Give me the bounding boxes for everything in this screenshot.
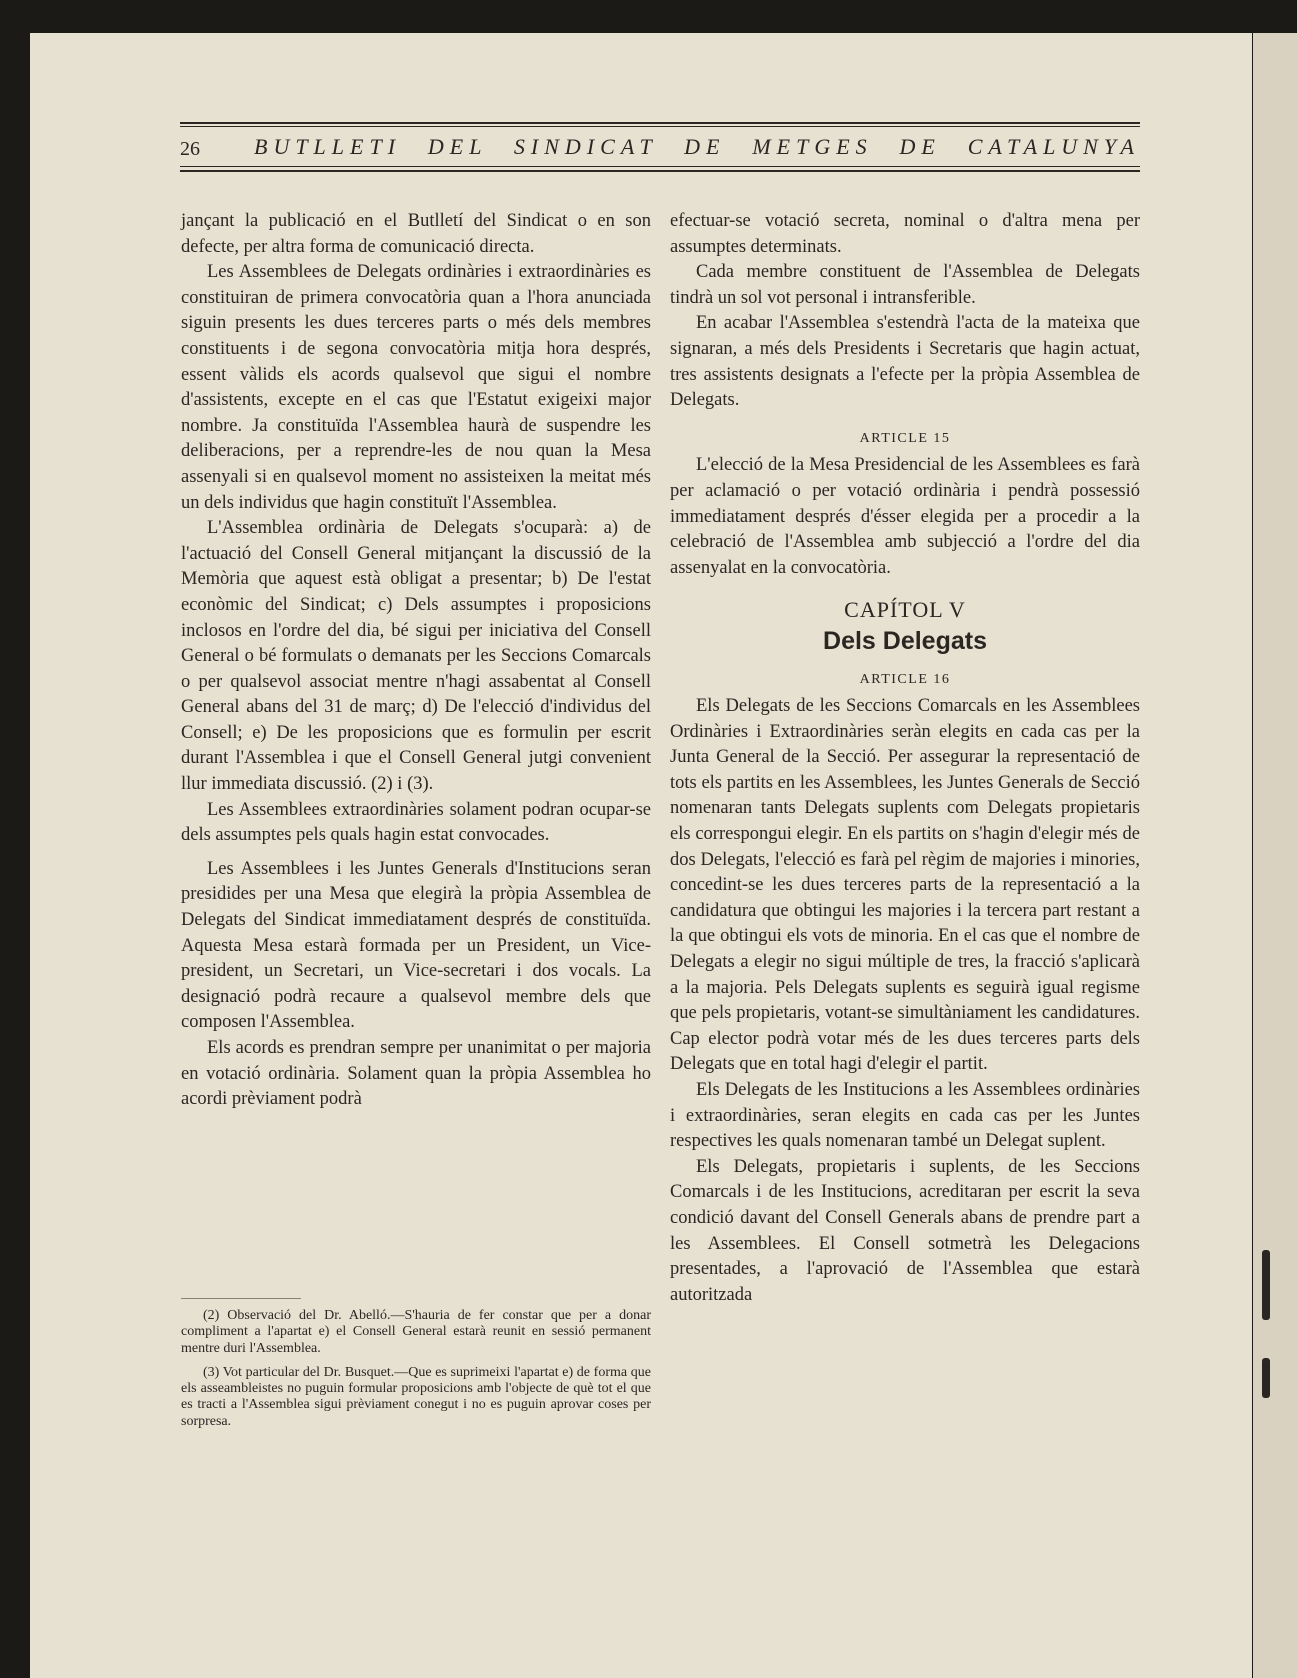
page-number: 26 (180, 138, 200, 160)
header-rule (180, 166, 1140, 167)
running-title: BUTLLETI DEL SINDICAT DE METGES DE CATALUNYA (254, 134, 1140, 159)
right-column (670, 209, 1140, 1308)
footnote: (2) Observació del Dr. Abelló.—S'hauria de fer constar que per a donar compliment a l'apartat e) el Consell General estarà reunit en sessió permanent mentre duri l'Assemblea. (181, 1308, 651, 1356)
paragraph: Les Assemblees i les Juntes Generals d'Institucions seran presidides per una Mesa que elegirà la pròpia Assemblea de Delegats del Sindicat immediatament després de constituïda. Aquesta Mesa estarà formada per un President, un Vice-president, un Secretari, un Vice-secretari i dos vocals. La designació podrà recaure a qualsevol membre dels que composen l'Assemblea. (181, 858, 651, 1033)
paragraph: En acabar l'Assemblea s'estendrà l'acta de la mateixa que signaran, a més dels Presidents i Secretaris que hagin actuat, tres assistents designats a l'efecte per la pròpia Assemblea de Delegats. (670, 313, 1140, 411)
paragraph: L'Assemblea ordinària de Delegats s'ocuparà: a) de l'actuació del Consell General mitjançant la discussió de la Memòria que aquest està obligat a presentar; b) De l'estat econòmic del Sindicat; c) Dels assumptes i proposicions inclosos en l'ordre del dia, bé sigui per iniciativa del Consell General o bé formulats o demanats per les Seccions Comarcals o per qualsevol associat mentre n'hagi assabentat al Consell General abans del 31 de març; d) De l'elecció d'individus del Consell; e) De les proposicions que es formulin per escrit durant l'Assemblea i que el Consell General jutgi convenient llur immediata discussió. (2) i (3). (181, 518, 651, 795)
header-rule (180, 122, 1140, 124)
adjacent-page-edge (1253, 33, 1297, 1678)
left-column (181, 209, 651, 1113)
paragraph: Els Delegats, propietaris i suplents, de les Seccions Comarcals i de les Institucions, acreditaran per escrit la seva condició davant del Consell Generals abans de prendre part a les Assemblees. El Consell sotmetrà les Delegacions presentades, a l'aprovació de l'Assemblea que estarà autoritzada (670, 1156, 1140, 1305)
paragraph: Els Delegats de les Seccions Comarcals en les Assemblees Ordinàries i Extraordinàries seràn elegits en cada cas per la Junta General de la Secció. Per assegurar la representació de tots els partits en les Assemblees, les Juntes Generals de Secció nomenaran tants Delegats suplents com Delegats propietaris els correspongui elegir. En els partits on s'hagin d'elegir més de dos Delegats, l'elecció es farà pel règim de majories i minories, concedint-se les dues terceres parts de la representació a la candidatura que obtingui les majories i la tercera part restant a la que obtingui els vots de minoria. En el cas que el nombre de Delegats a elegir no sigui múltiple de tres, la fracció s'aplicarà a la majoria. Pels Delegats suplents es seguirà igual regisme que pels propietaris, votant-se simultàniament les candidatures. Cap elector podrà votar més de les dues terceres parts dels Delegats que en total hagi d'elegir el partit. (670, 696, 1140, 1075)
paragraph: jançant la publicació en el Butlletí del Sindicat o en son defecte, per altra forma de comunicació directa. (181, 211, 651, 257)
paragraph: Els acords es prendran sempre per unanimitat o per majoria en votació ordinària. Solament quan la pròpia Assemblea ho acordi prèviament podrà (181, 1038, 651, 1110)
footnote-rule (181, 1298, 301, 1299)
binding-mark (1262, 1250, 1270, 1320)
footnote: (3) Vot particular del Dr. Busquet.—Que es suprimeixi l'apartat e) de forma que els asseambleistes no puguin formular proposicions amb l'objecte de què tot el que es tracti a l'Assemblea sigui prèviament conegut i no es puguin aprovar coses per sorpresa. (181, 1364, 651, 1429)
header-rule (180, 170, 1140, 172)
article-heading: ARTICLE 16 (859, 671, 951, 687)
paragraph: L'elecció de la Mesa Presidencial de les Assemblees es farà per aclamació o per votació ordinària i pendrà possessió immediatament després d'ésser elegida per a procedir a la celebració de l'Assemblea amb subjecció a l'ordre del dia assenyalat en la convocatòria. (670, 455, 1140, 578)
paragraph: Cada membre constituent de l'Assemblea de Delegats tindrà un sol vot personal i intransferible. (670, 262, 1140, 308)
header-rule (180, 126, 1140, 127)
paragraph: Les Assemblees extraordinàries solament podran ocupar-se dels assumptes pels quals hagin estat convocades. (181, 799, 651, 846)
article-heading: ARTICLE 15 (859, 430, 951, 446)
chapter-label: CAPÍTOL V (844, 597, 966, 623)
binding-mark (1262, 1358, 1270, 1398)
paragraph: efectuar-se votació secreta, nominal o d'altra mena per assumptes determinats. (670, 211, 1140, 257)
paragraph: Els Delegats de les Institucions a les Assemblees ordinàries i extraordinàries, seran elegits en cada cas per les Juntes respectives les quals nomenaran també un Delegat suplent. (670, 1080, 1140, 1152)
footnotes (181, 1308, 651, 1438)
chapter-title: Dels Delegats (823, 626, 987, 655)
running-header (180, 118, 1140, 174)
paragraph: Les Assemblees de Delegats ordinàries i extraordinàries es constituiran de primera convocatòria quan a l'hora anunciada siguin presents les dues terceres parts o més dels membres constituents i de segona convocatòria mitja hora després, essent vàlids els acords qualsevol que sigui el nombre d'assistents, excepte en el cas que l'Estatut exigeixi major nombre. Ja constituïda l'Assemblea haurà de suspendre les deliberacions, per a reprendre-les de nou quan la Mesa assenyali si en qualsevol moment no assisteixen la meitat més un dels individus que hagin constituït l'Assemblea. (181, 262, 651, 513)
